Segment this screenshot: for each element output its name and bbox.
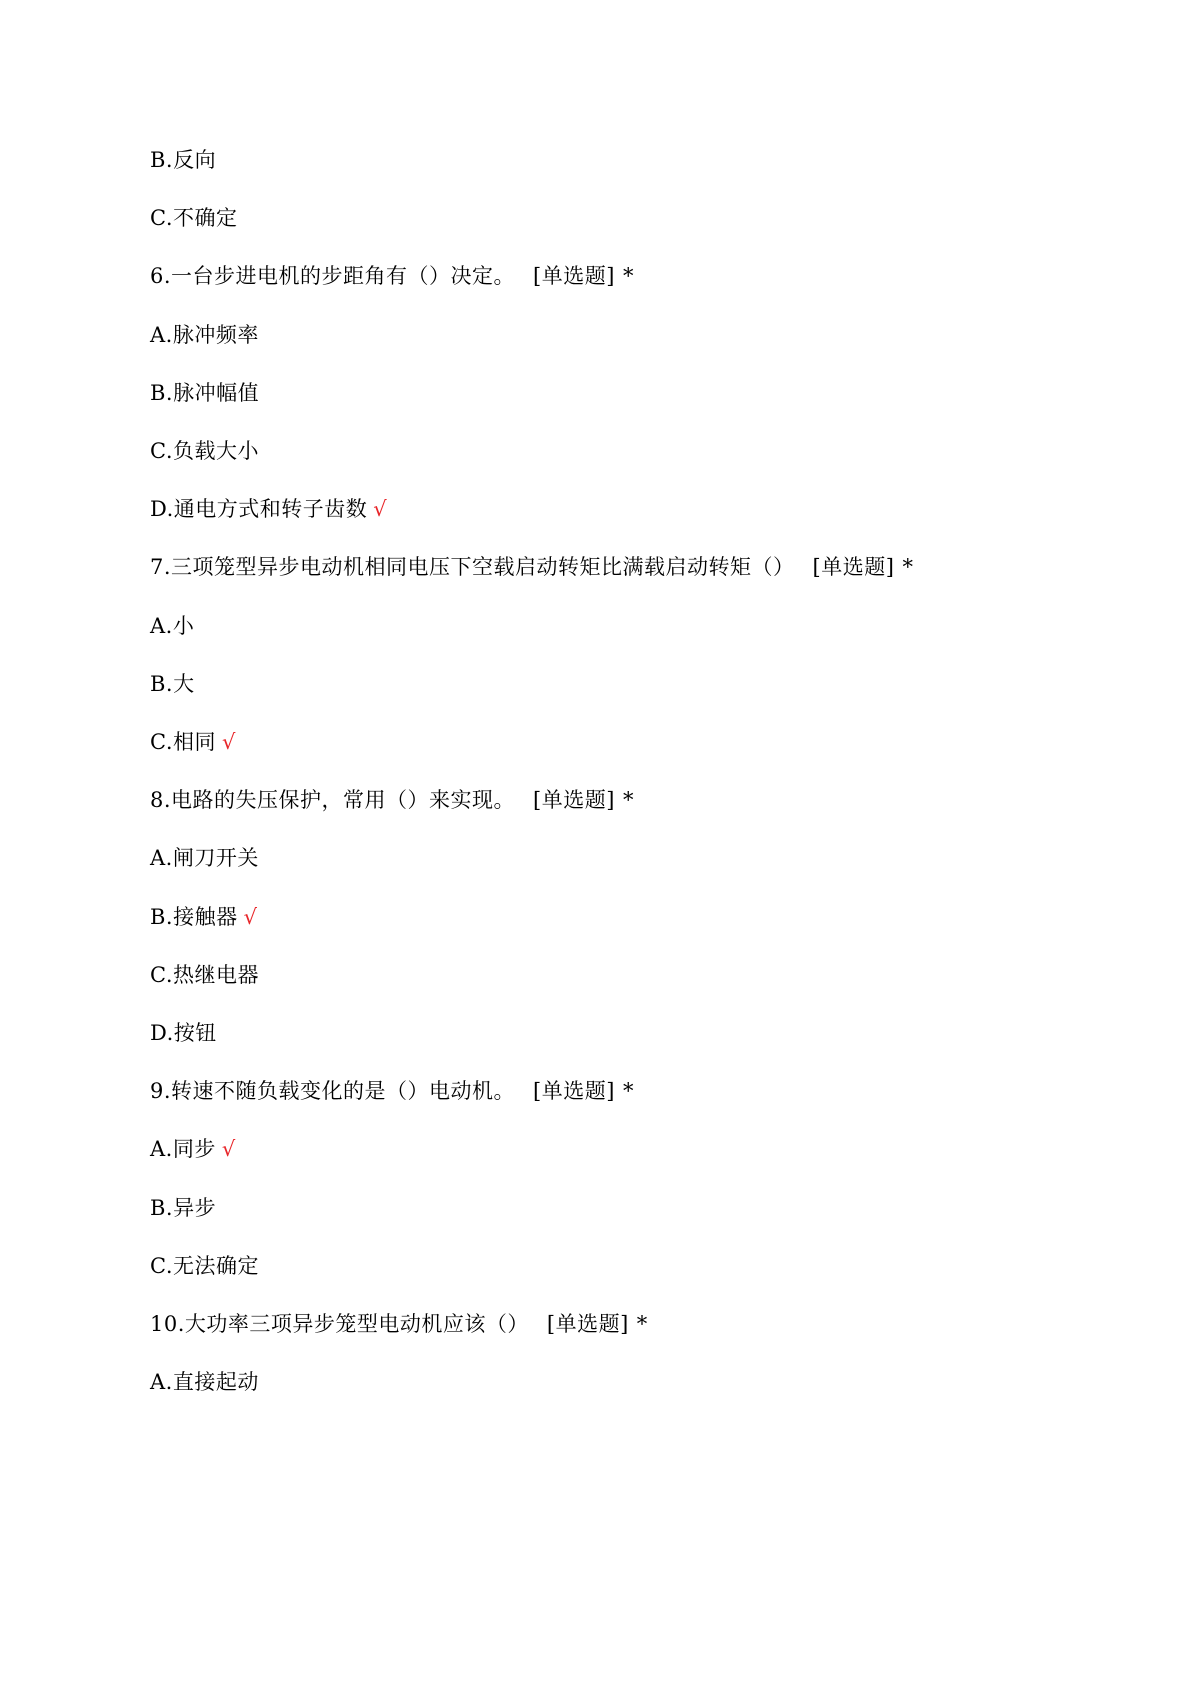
answer-option [150,1193,216,1223]
option-text: D.通电方式和转子齿数 [150,497,368,521]
answer-option [150,1018,217,1048]
answer-option [150,960,259,990]
required-asterisk: * [622,264,634,288]
option-text: C.热继电器 [150,963,259,987]
answer-option [150,1134,236,1164]
option-text: B.大 [150,672,195,696]
question-type-label: [单选题] [812,555,895,579]
answer-option [150,669,195,699]
question-text: 10.大功率三项异步笼型电动机应该（） [150,1312,529,1336]
option-text: B.反向 [150,148,217,172]
answer-option [150,902,258,932]
answer-option [150,1251,259,1281]
answer-option [150,378,259,408]
question-title [150,552,913,582]
option-text: B.脉冲幅值 [150,381,260,405]
required-asterisk: * [636,1312,648,1336]
question-title [150,1076,634,1106]
option-text: A.小 [150,614,195,638]
question-type-label: [单选题] [546,1312,629,1336]
question-title [150,261,634,291]
question-text: 8.电路的失压保护，常用（）来实现。 [150,788,516,812]
answer-option [150,320,259,350]
answer-option [150,1367,259,1397]
option-text: B.异步 [150,1196,217,1220]
answer-option [150,145,216,175]
correct-checkmark-icon: √ [373,497,388,521]
question-text: 9.转速不随负载变化的是（）电动机。 [150,1079,516,1103]
required-asterisk: * [902,555,914,579]
option-text: C.负载大小 [150,439,259,463]
answer-option [150,727,236,757]
required-asterisk: * [622,788,634,812]
answer-option [150,436,259,466]
option-text: C.无法确定 [150,1254,259,1278]
answer-option [150,494,387,524]
answer-option [150,203,238,233]
correct-checkmark-icon: √ [221,1137,236,1161]
question-title [150,785,634,815]
option-text: C.相同 [150,730,216,754]
question-type-label: [单选题] [533,788,615,812]
question-text: 7.三项笼型异步电动机相同电压下空载启动转矩比满载启动转矩（） [150,555,795,579]
correct-checkmark-icon: √ [222,730,236,754]
option-text: A.直接起动 [150,1370,259,1394]
option-text: C.不确定 [150,206,238,230]
question-title [150,1309,648,1339]
option-text: B.接触器 [150,905,238,929]
required-asterisk: * [622,1079,634,1103]
option-text: A.同步 [150,1137,216,1161]
question-type-label: [单选题] [533,264,615,288]
answer-option [150,611,194,641]
question-text: 6.一台步进电机的步距角有（）决定。 [150,264,516,288]
option-text: A.脉冲频率 [150,323,259,347]
question-type-label: [单选题] [533,1079,615,1103]
answer-option [150,843,259,873]
correct-checkmark-icon: √ [243,905,258,929]
option-text: A.闸刀开关 [150,846,259,870]
option-text: D.按钮 [150,1021,217,1045]
